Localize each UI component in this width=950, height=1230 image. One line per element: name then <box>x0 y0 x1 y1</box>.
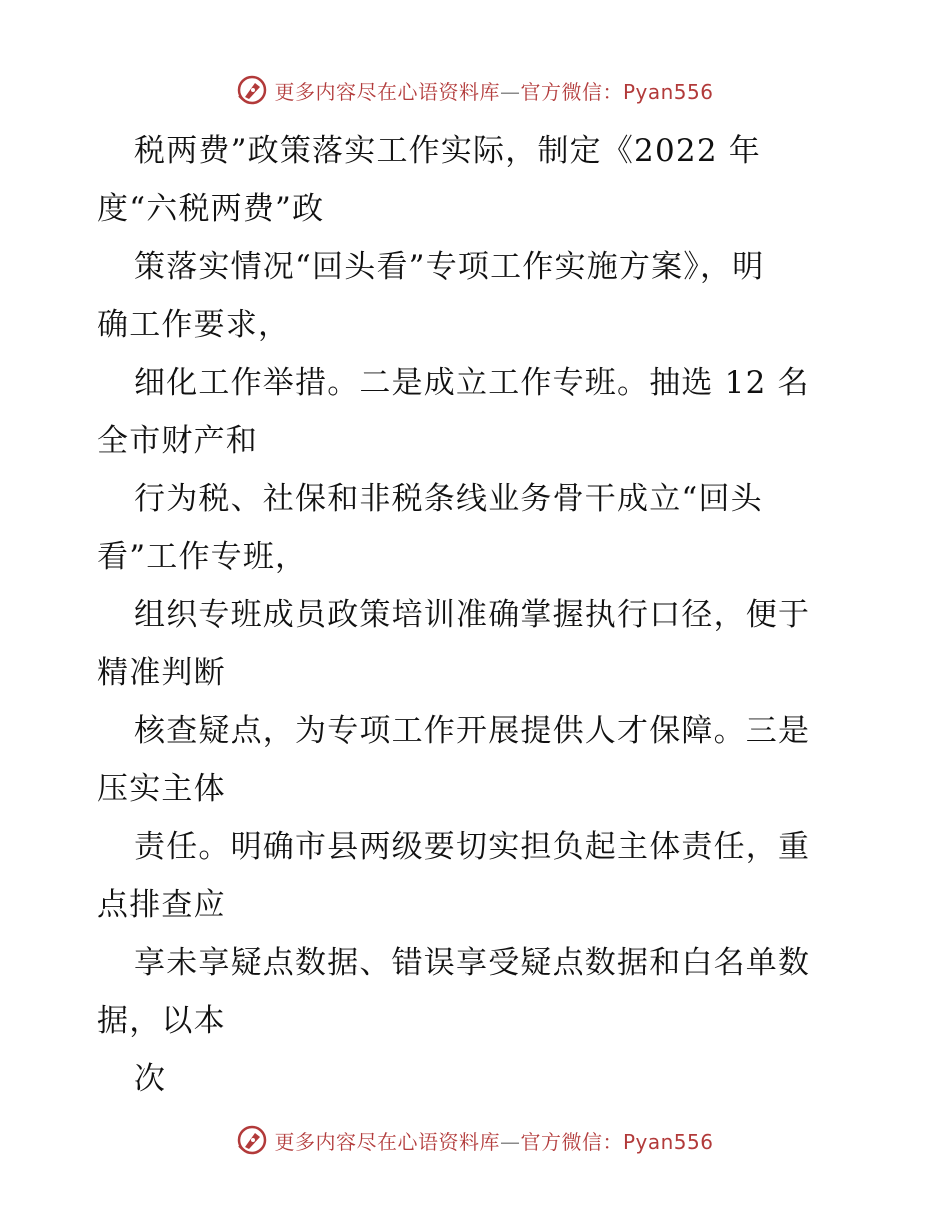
watermark-main: 更多内容尽在心语资料库 <box>274 79 500 104</box>
watermark-main: 更多内容尽在心语资料库 <box>274 1129 500 1154</box>
text-line: 度“六税两费”政 <box>97 191 325 227</box>
text-line: 精准判断 <box>97 655 226 691</box>
watermark-text <box>274 76 713 105</box>
watermark-contact: 官方微信：Pyan556 <box>520 1129 714 1154</box>
watermark-contact: 官方微信：Pyan556 <box>520 79 714 104</box>
text-line: 压实主体 <box>97 771 226 807</box>
text-line: 组织专班成员政策培训准确掌握执行口径，便于 <box>134 597 811 633</box>
text-line: 核查疑点，为专项工作开展提供人才保障。三是 <box>134 713 811 749</box>
text-line: 全市财产和 <box>97 423 258 459</box>
text-line: 税两费”政策落实工作实际，制定《2022 年 <box>134 133 761 169</box>
watermark-text <box>274 1126 713 1155</box>
text-line: 策落实情况“回头看”专项工作实施方案》，明 <box>134 249 765 285</box>
text-line: 行为税、社保和非税条线业务骨干成立“回头 <box>134 481 763 517</box>
watermark-separator: — <box>499 79 521 104</box>
text-line: 次 <box>134 1061 167 1097</box>
text-line: 细化工作举措。二是成立工作专班。抽选 12 名 <box>134 365 810 401</box>
text-line: 据，以本 <box>97 1003 226 1039</box>
pen-nib-circle-icon <box>236 1124 268 1156</box>
top-watermark-banner <box>0 70 950 110</box>
text-line: 确工作要求， <box>97 307 291 343</box>
text-line: 看”工作专班， <box>97 539 308 575</box>
text-line: 享未享疑点数据、错误享受疑点数据和白名单数 <box>134 945 811 981</box>
text-line: 点排查应 <box>97 887 226 923</box>
document-body <box>97 122 857 1108</box>
pen-nib-circle-icon <box>236 74 268 106</box>
bottom-watermark-banner <box>0 1120 950 1160</box>
watermark-separator: — <box>499 1129 521 1154</box>
text-line: 责任。明确市县两级要切实担负起主体责任，重 <box>134 829 811 865</box>
